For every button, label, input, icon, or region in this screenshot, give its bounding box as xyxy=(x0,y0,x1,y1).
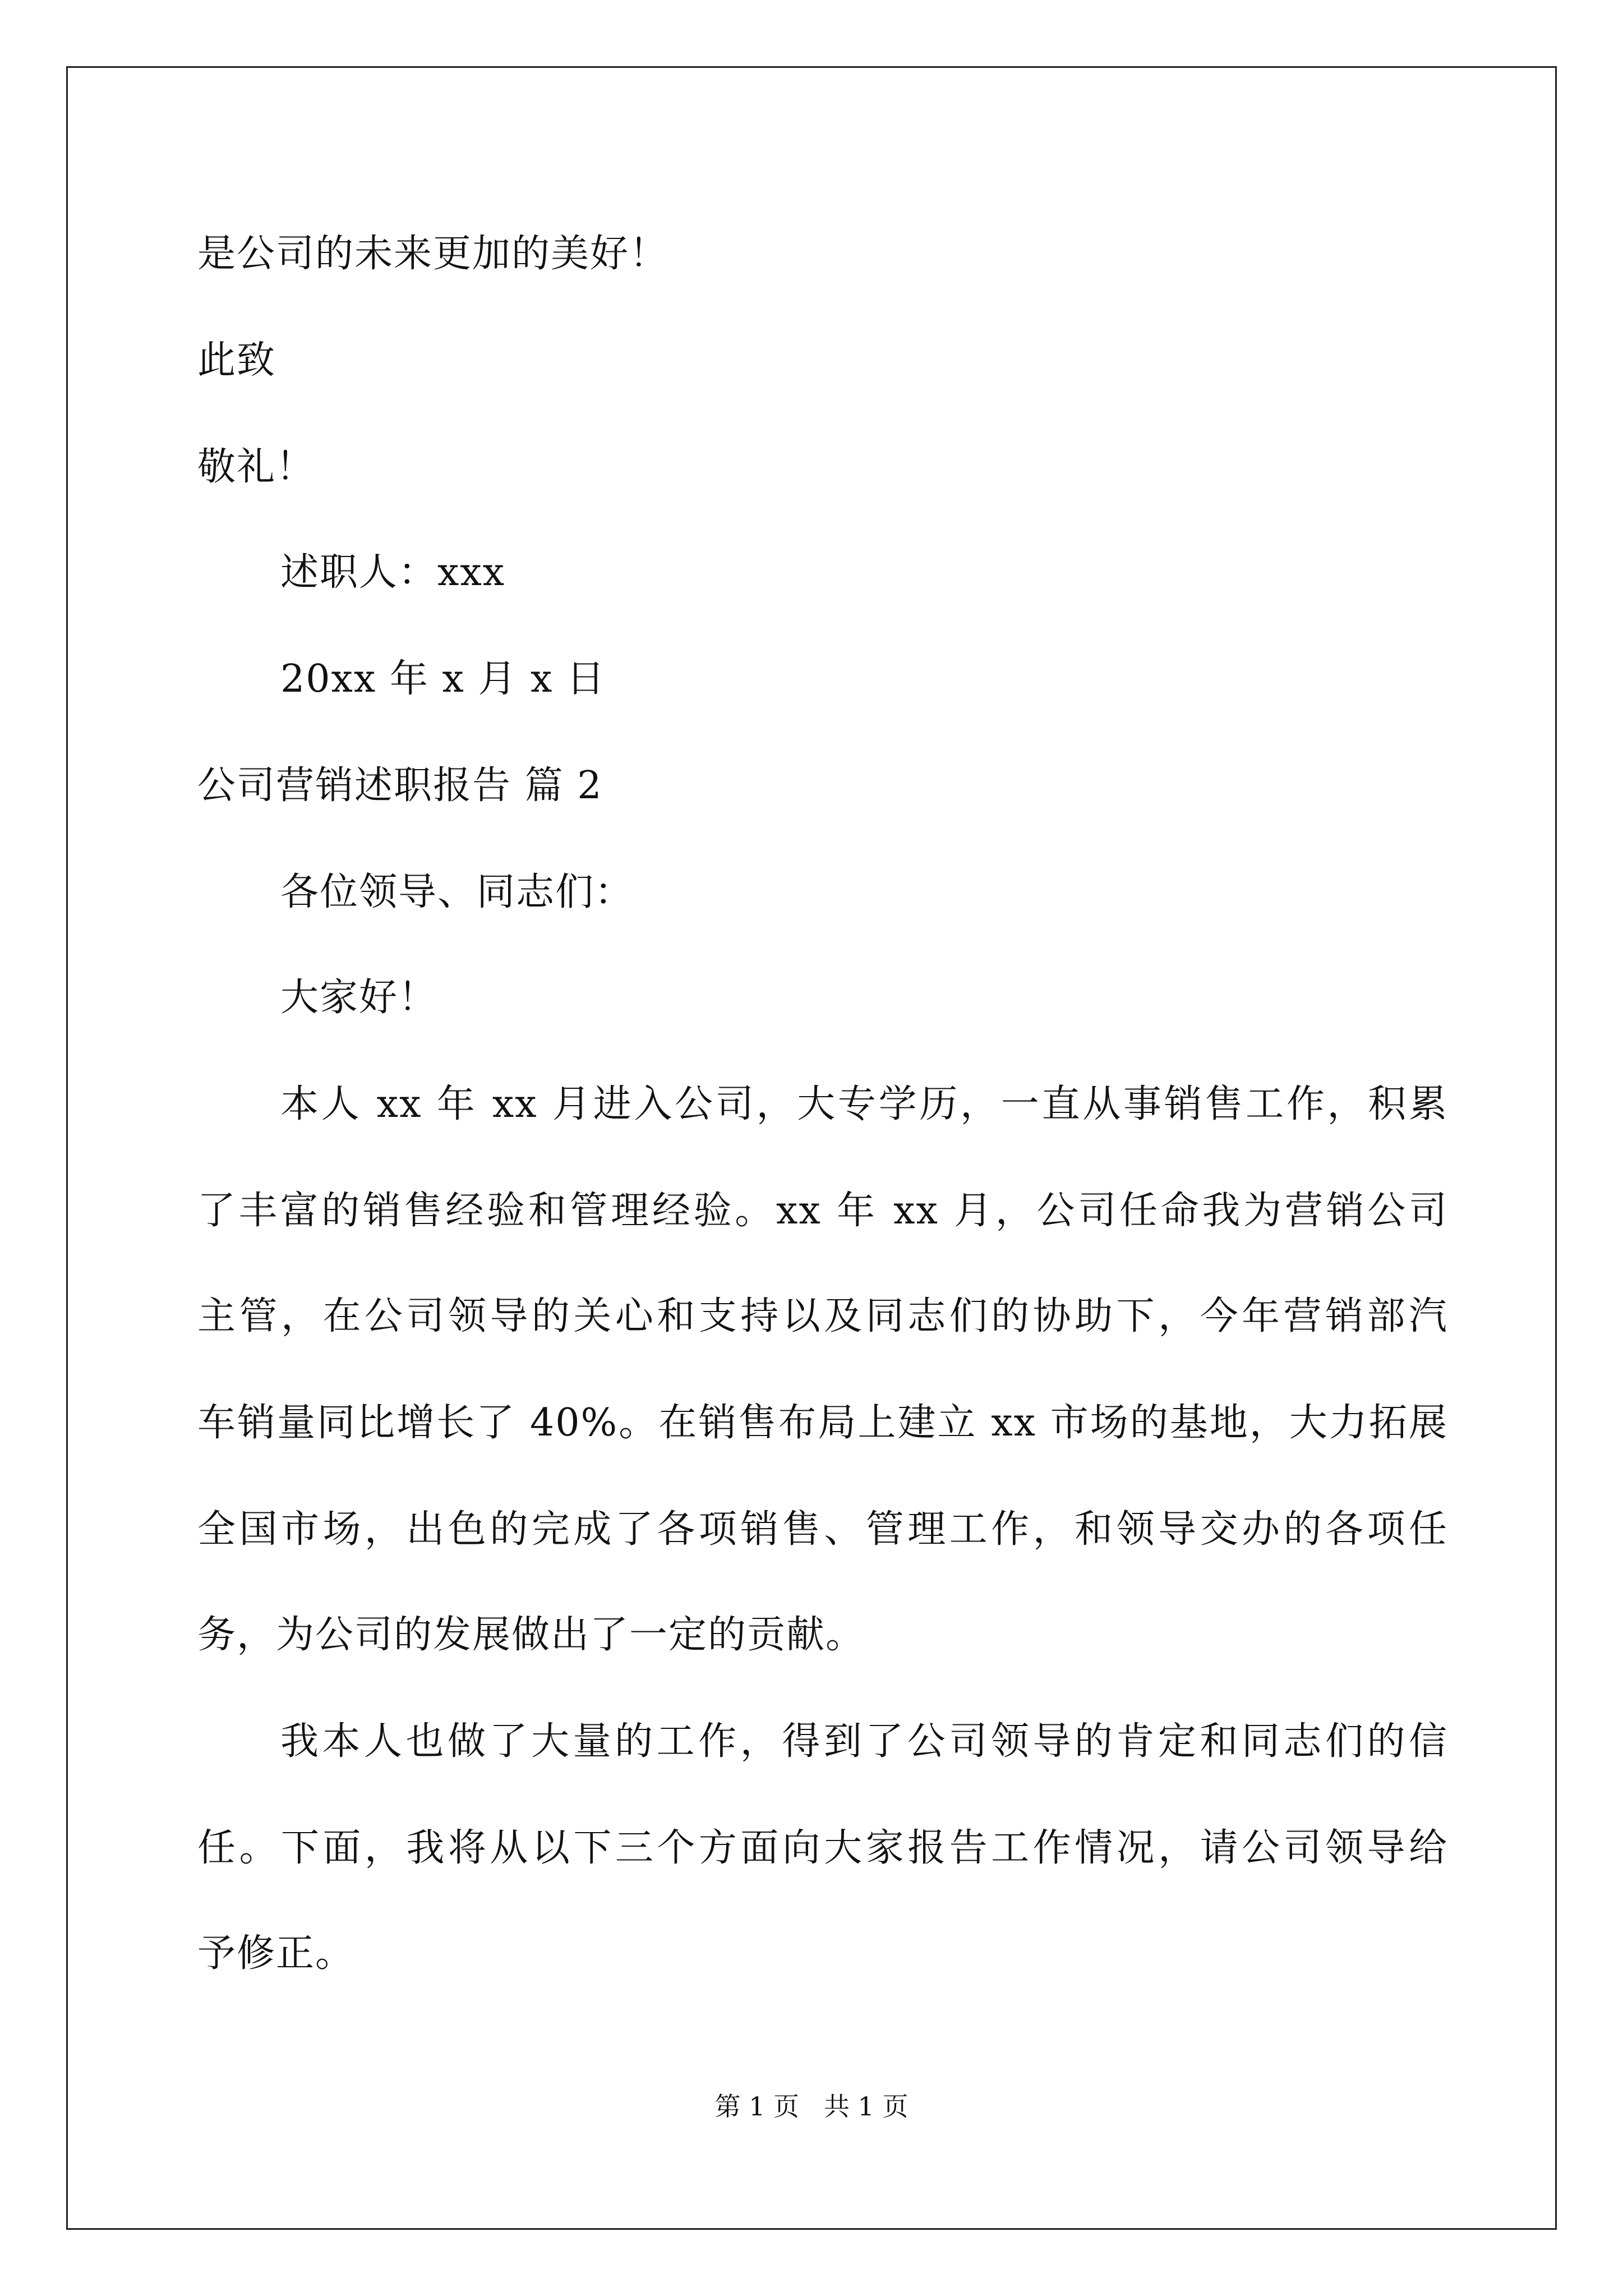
paragraph-line: 车销量同比增长了 40%。在销售布局上建立 xx 市场的基地，大力拓展 xyxy=(197,1401,1448,1445)
text-line: 敬礼！ xyxy=(197,445,316,489)
page-number-total: 共 1 页 xyxy=(823,2091,909,2122)
paragraph-line: 任。下面，我将从以下三个方面向大家报告工作情况，请公司领导给 xyxy=(197,1826,1448,1870)
paragraph-line: 务，为公司的发展做出了一定的贡献。 xyxy=(197,1613,865,1657)
paragraph-line: 主管，在公司领导的关心和支持以及同志们的协助下，今年营销部汽 xyxy=(197,1294,1448,1338)
paragraph-line: 予修正。 xyxy=(197,1931,355,1976)
page-footer xyxy=(0,2090,1623,2123)
page-number-current: 第 1 页 xyxy=(714,2091,800,2122)
paragraph-line: 我本人也做了大量的工作，得到了公司领导的肯定和同志们的信 xyxy=(280,1719,1448,1764)
text-line: 是公司的未来更加的美好！ xyxy=(197,232,669,276)
paragraph-line: 全国市场，出色的完成了各项销售、管理工作，和领导交办的各项任 xyxy=(197,1507,1448,1552)
text-line: 述职人：xxx xyxy=(280,550,506,595)
paragraph-line: 了丰富的销售经验和管理经验。xx 年 xx 月，公司任命我为营销公司 xyxy=(197,1189,1448,1233)
text-line: 20xx 年 x 月 x 日 xyxy=(280,657,606,701)
text-line: 各位领导、同志们： xyxy=(280,870,634,914)
page-border xyxy=(66,66,1557,2230)
text-line: 此致 xyxy=(197,338,276,383)
paragraph-line: 本人 xx 年 xx 月进入公司，大专学历，一直从事销售工作，积累 xyxy=(280,1082,1448,1126)
section-heading: 公司营销述职报告 篇 2 xyxy=(197,763,603,808)
text-line: 大家好！ xyxy=(280,976,438,1020)
